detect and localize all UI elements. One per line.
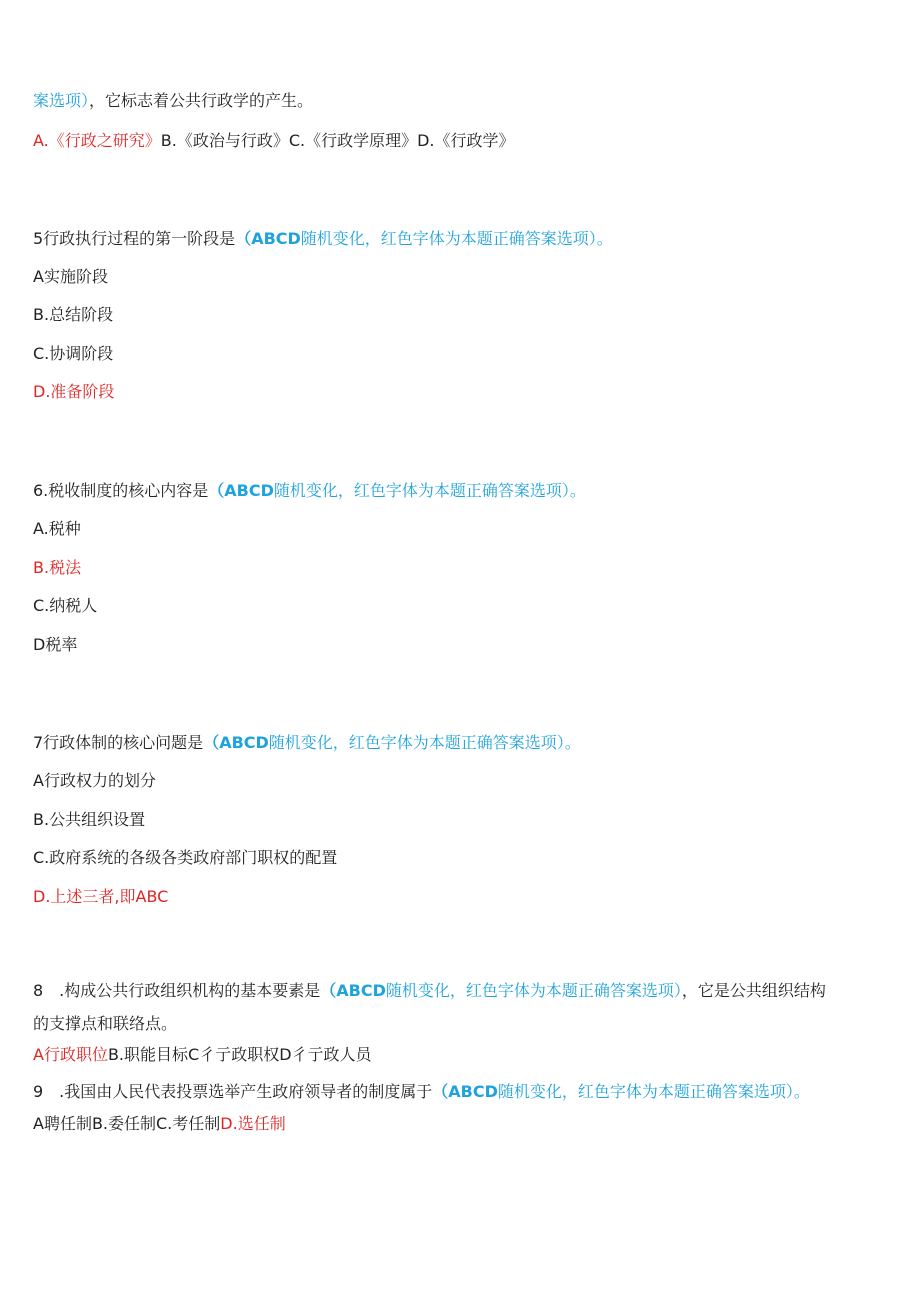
q9-hint-rest: 随机变化，红色字体为本题正确答案选项）。	[497, 1082, 810, 1101]
q9-options	[33, 1113, 286, 1135]
q4-option-c: C.《行政学原理》	[288, 131, 418, 150]
q6-stem	[33, 480, 586, 502]
q5-option-d: D.准备阶段	[33, 382, 115, 401]
q4-option-b: B.《政治与行政》	[160, 131, 289, 150]
q5-stem	[33, 228, 613, 250]
q7-hint-rest: 随机变化，红色字体为本题正确答案选项）。	[268, 733, 581, 752]
q6-hint-rest: 随机变化，红色字体为本题正确答案选项）。	[273, 481, 586, 500]
q8-stem	[33, 980, 826, 1002]
q5-stem-text: 5行政执行过程的第一阶段是	[33, 229, 236, 248]
q6-option-b: B.税法	[33, 558, 82, 577]
q4-option-d: D.《行政学》	[417, 131, 515, 150]
q8-hint-bold: （ABCD	[320, 981, 386, 1000]
q9-stem-text: 9 .我国由人民代表投票选举产生政府领导者的制度属于	[33, 1082, 433, 1101]
q5-option-c: C.协调阶段	[33, 344, 114, 363]
q8-stem-tail: ，它是公共组织结构	[681, 981, 826, 1000]
q5-option-a: A实施阶段	[33, 267, 108, 286]
q6-option-c: C.纳税人	[33, 596, 98, 615]
q7-option-a: A行政权力的划分	[33, 771, 156, 790]
q4-options	[33, 130, 515, 152]
q5-hint-bold: （ABCD	[235, 229, 301, 248]
q7-option-b: B.公共组织设置	[33, 810, 146, 829]
q6-stem-text: 6.税收制度的核心内容是	[33, 481, 209, 500]
q9-option-d: D.选任制	[220, 1114, 286, 1133]
q7-hint-bold: （ABCD	[203, 733, 269, 752]
q5-option-b: B.总结阶段	[33, 305, 114, 324]
q7-option-d: D.上述三者,即ABC	[33, 887, 169, 906]
q7-option-c: C.政府系统的各级各类政府部门职权的配置	[33, 848, 338, 867]
q5-hint-rest: 随机变化，红色字体为本题正确答案选项）。	[300, 229, 613, 248]
q8-hint-rest: 随机变化，红色字体为本题正确答案选项）	[385, 981, 682, 1000]
q9-options-abc: A聘任制B.委任制C.考任制	[33, 1114, 221, 1133]
q8-option-a: A行政职位	[33, 1045, 108, 1064]
q6-option-a: A.税种	[33, 519, 81, 538]
q9-hint-bold: （ABCD	[432, 1082, 498, 1101]
q7-stem	[33, 732, 581, 754]
q6-option-d: D税率	[33, 635, 78, 654]
q8-options	[33, 1044, 372, 1066]
q9-stem	[33, 1081, 810, 1103]
q4-hint-tail: 案选项）	[33, 91, 90, 110]
q4-option-a: A.《行政之研究》	[33, 131, 161, 150]
q4-stem-tail	[33, 90, 313, 112]
q7-stem-text: 7行政体制的核心问题是	[33, 733, 204, 752]
q4-stem-end: ，它标志着公共行政学的产生。	[89, 91, 314, 110]
q8-stem-line2: 的支撑点和联络点。	[33, 1014, 178, 1033]
q8-stem-text: 8 .构成公共行政组织机构的基本要素是	[33, 981, 321, 1000]
q6-hint-bold: （ABCD	[208, 481, 274, 500]
q8-options-rest: B.职能目标C彳亍政职权D彳亍政人员	[107, 1045, 372, 1064]
